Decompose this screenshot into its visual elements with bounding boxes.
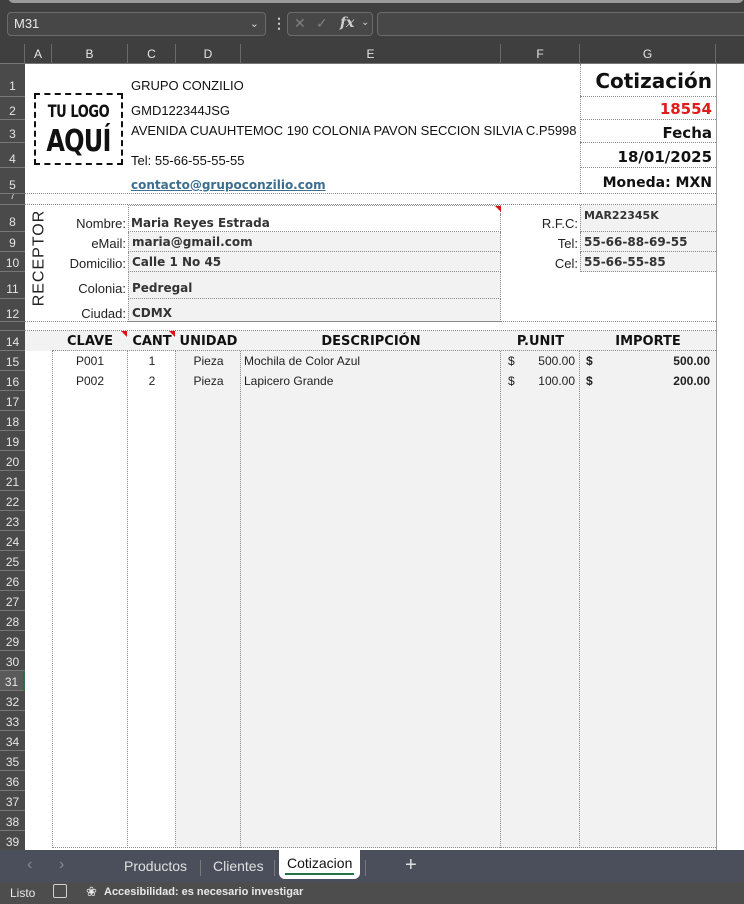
status-ready: Listo [10, 886, 36, 900]
header-descripcion: DESCRIPCIÓN [321, 334, 421, 349]
comment-indicator [169, 331, 175, 337]
colonia-value[interactable]: Pedregal [128, 272, 501, 299]
row-header[interactable]: 12 [0, 299, 25, 322]
header-importe: IMPORTE [615, 334, 681, 349]
separator [25, 193, 716, 194]
quote-number: 18554 [580, 97, 716, 120]
row-header[interactable]: 29 [0, 631, 25, 651]
tab-clientes[interactable]: Clientes [213, 858, 264, 874]
separator [25, 321, 716, 322]
row-header[interactable]: 3 [0, 120, 25, 143]
row-header[interactable] [0, 322, 25, 331]
tel-value[interactable]: 55-66-88-69-55 [580, 232, 716, 252]
row-header[interactable]: 11 [0, 272, 25, 299]
nombre-label: Nombre: [76, 216, 126, 231]
ribbon-edge [8, 0, 744, 3]
row-header[interactable]: 1 [0, 64, 25, 97]
col-line [127, 351, 128, 848]
nombre-value[interactable]: Maria Reyes Estrada [128, 214, 501, 232]
row-header[interactable]: 22 [0, 491, 25, 511]
tab-productos[interactable]: Productos [124, 858, 188, 874]
add-sheet-icon[interactable]: + [405, 854, 417, 876]
column-header-c[interactable]: C [128, 44, 176, 64]
header-clave: CLAVE [67, 334, 113, 349]
page-break-line [716, 64, 717, 850]
formula-input[interactable] [377, 12, 744, 36]
quote-title: Cotización [580, 64, 716, 97]
logo-text-line2: AQUÍ [46, 124, 111, 159]
header-unidad: UNIDAD [179, 334, 238, 349]
row-header[interactable]: 28 [0, 611, 25, 631]
row-header[interactable]: 18 [0, 411, 25, 431]
cell-clave[interactable]: P001 [75, 354, 105, 368]
header-cant: CANT [132, 334, 172, 349]
row-header[interactable]: 5 [0, 168, 25, 194]
row-header[interactable]: 15 [0, 351, 25, 371]
cel-label: Cel: [554, 256, 578, 271]
enter-check-icon[interactable]: ✓ [316, 15, 328, 31]
column-header-d[interactable]: D [176, 44, 241, 64]
col-line [175, 351, 176, 848]
row-header[interactable]: 10 [0, 252, 25, 272]
ciudad-label: Ciudad: [81, 306, 126, 321]
row-header[interactable]: 4 [0, 143, 25, 168]
rfc-label: R.F.C: [541, 216, 578, 231]
active-tab-indicator [285, 873, 354, 875]
row-header[interactable]: 17 [0, 391, 25, 411]
tel-label: Tel: [557, 236, 578, 251]
insert-function-icon[interactable]: fx [340, 15, 355, 31]
name-box-value: M31 [14, 16, 40, 31]
cell-punit-currency: $ [508, 374, 515, 388]
email-value[interactable]: maria@gmail.com [128, 232, 501, 252]
cell-cant[interactable]: 1 [148, 354, 156, 368]
row-header[interactable]: 24 [0, 531, 25, 551]
column-header-a[interactable]: A [25, 44, 52, 64]
row-header[interactable]: 8 [0, 205, 25, 232]
column-header-e[interactable]: E [241, 44, 501, 64]
select-all-button[interactable] [0, 44, 25, 64]
tab-separator [274, 860, 275, 876]
company-email-link[interactable]: contacto@grupoconzilio.com [131, 178, 326, 192]
quote-currency: Moneda: MXN [580, 168, 716, 194]
domicilio-label: Domicilio: [69, 256, 126, 271]
row-header[interactable]: 32 [0, 691, 25, 711]
row-header[interactable]: 35 [0, 751, 25, 771]
macro-recording-icon[interactable] [53, 884, 67, 898]
accessibility-status[interactable]: Accesibilidad: es necesario investigar [104, 886, 304, 898]
row-header[interactable]: 14 [0, 331, 25, 351]
comment-indicator [495, 206, 501, 212]
cell-descripcion[interactable]: Lapicero Grande [244, 374, 334, 388]
chevron-down-icon[interactable]: ⌄ [361, 17, 370, 28]
row-header[interactable]: 26 [0, 571, 25, 591]
company-address: AVENIDA CUAUHTEMOC 190 COLONIA PAVON SECCION SILVIA C.P5998 [131, 123, 577, 138]
row-header[interactable]: 27 [0, 591, 25, 611]
col-line [240, 351, 241, 848]
cell-importe[interactable]: 200.00 [673, 374, 710, 388]
cell-punit-currency: $ [508, 354, 515, 368]
col-line [52, 351, 53, 848]
header-punit: P.UNIT [516, 334, 565, 349]
row-header[interactable]: 30 [0, 651, 25, 671]
column-header-f[interactable]: F [501, 44, 580, 64]
row-header[interactable]: 39 [0, 831, 25, 850]
column-headers [0, 44, 744, 64]
company-phone: Tel: 55-66-55-55-55 [131, 153, 245, 168]
name-box[interactable] [7, 12, 266, 36]
formula-bar [0, 0, 744, 44]
ciudad-value[interactable]: CDMX [128, 299, 501, 322]
cell-importe[interactable]: 500.00 [673, 354, 710, 368]
row-headers [0, 64, 25, 850]
cell-importe-currency: $ [586, 354, 593, 368]
cell-unidad[interactable]: Pieza [193, 354, 224, 368]
status-bar [0, 882, 744, 904]
column-header-g[interactable]: G [580, 44, 716, 64]
formula-controls [287, 12, 373, 36]
sheet-tab-bar [0, 850, 744, 882]
cell-punit[interactable]: 500.00 [538, 354, 575, 368]
chevron-left-icon[interactable]: ‹ [27, 856, 33, 873]
table-body-shade [176, 351, 716, 848]
col-line [579, 351, 580, 848]
row-header[interactable]: 2 [0, 97, 25, 120]
company-name: GRUPO CONZILIO [131, 78, 244, 93]
row-header[interactable]: 23 [0, 511, 25, 531]
cell-cant[interactable]: 2 [148, 374, 156, 388]
row-header[interactable]: 20 [0, 451, 25, 471]
row-header[interactable]: 33 [0, 711, 25, 731]
cell-importe-currency: $ [586, 374, 593, 388]
row-header[interactable]: 37 [0, 791, 25, 811]
row-header[interactable]: 16 [0, 371, 25, 391]
row-header[interactable]: 19 [0, 431, 25, 451]
row-header[interactable]: 7 [0, 194, 25, 205]
chevron-down-icon[interactable]: ⌄ [249, 18, 259, 30]
colonia-label: Colonia: [78, 281, 126, 296]
comment-indicator [121, 331, 127, 337]
cel-value[interactable]: 55-66-55-85 [580, 252, 716, 272]
table-bottom [52, 847, 716, 848]
logo-text-line1: TU LOGO [47, 102, 110, 122]
row-header[interactable]: 9 [0, 232, 25, 252]
cell-clave[interactable]: P002 [75, 374, 105, 388]
rfc-value[interactable]: MAR22345K [580, 205, 716, 232]
tab-separator [365, 860, 366, 876]
cancel-icon[interactable]: ✕ [294, 15, 306, 31]
worksheet[interactable] [25, 64, 744, 850]
col-line [500, 351, 501, 848]
cell-descripcion[interactable]: Mochila de Color Azul [244, 354, 361, 368]
row-header[interactable]: 36 [0, 771, 25, 791]
accessibility-icon[interactable]: ❀ [86, 884, 97, 899]
table-body-white [52, 351, 176, 848]
tab-cotizacion[interactable]: Cotizacion [279, 850, 360, 879]
row-header-selected[interactable]: 31 [0, 671, 25, 691]
column-header-b[interactable]: B [52, 44, 128, 64]
chevron-right-icon[interactable]: › [59, 856, 65, 873]
row-header[interactable]: 25 [0, 551, 25, 571]
company-rfc: GMD122344JSG [131, 103, 230, 118]
row-header[interactable]: 34 [0, 731, 25, 751]
email-label: eMail: [91, 236, 126, 251]
quote-date: 18/01/2025 [580, 143, 716, 168]
date-label: Fecha [580, 120, 716, 143]
tab-separator [200, 860, 201, 876]
cell-unidad[interactable]: Pieza [193, 374, 224, 388]
domicilio-value[interactable]: Calle 1 No 45 [128, 252, 501, 272]
receptor-section-label: RECEPTOR [30, 209, 48, 307]
logo-placeholder [34, 93, 123, 165]
row-header[interactable]: 38 [0, 811, 25, 831]
row-header[interactable]: 21 [0, 471, 25, 491]
more-options-icon[interactable]: ⋮ [272, 15, 286, 31]
cell-punit[interactable]: 100.00 [538, 374, 575, 388]
